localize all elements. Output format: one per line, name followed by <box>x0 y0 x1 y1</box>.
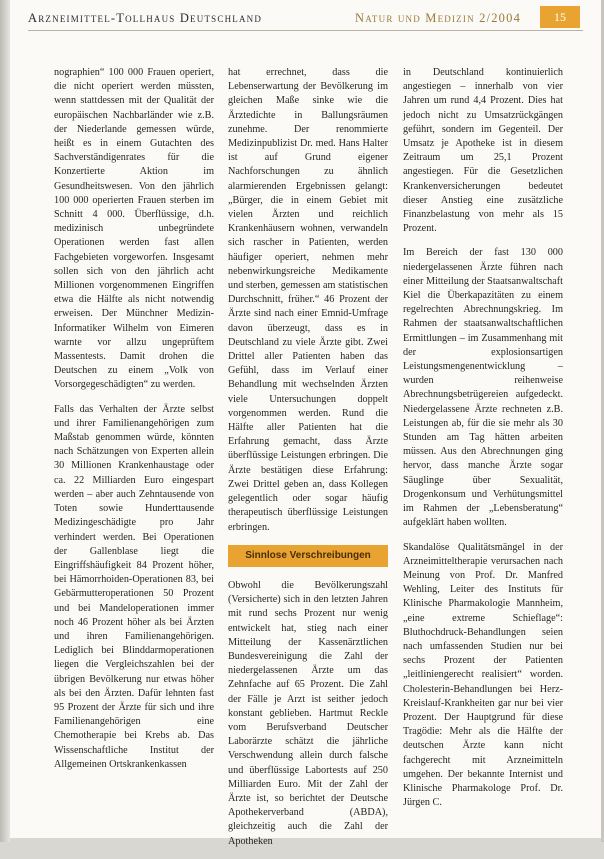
magazine-page <box>10 0 601 847</box>
running-header-title: Arzneimittel-Tollhaus Deutschland <box>28 11 263 25</box>
running-header-issue: Natur und Medizin 2/2004 <box>355 11 522 25</box>
header-divider <box>28 30 583 31</box>
paragraph: hat errechnet, dass die Lebenserwartung der Bevölkerung im gleichen Maße sinke wie die Ärztedichte in Ballungsräumen zunehme. Der renommierte Medizinpublizist Dr. med. Hans Halter ist auf Grund eigener Nachforschungen zu ähnlich alarmierenden Ergebnissen gelangt: „Bürger, die in einem Gebiet mit vielen Ärzten und reichlich Krankenhäusern wohnen, verwandeln sich rascher in Patienten, werden häufiger operiert, nehmen mehr nebenwirkungsreiche Medikamente und sterben, gemessen am statistischen Durchschnitt, früher.“ 46 Prozent der Ärzte sind nach einer Emnid-Umfrage davon überzeugt, dass es in Deutschland zu viele Ärzte gibt. Zwei Drittel aller Patienten haben das Gefühl, dass im Verlauf einer Behandlung mit wechselnden Ärzten viele Untersuchungen doppelt vorgenommen werden. Rund die Hälfte aller Patienten hat die Erfahrung gemacht, dass Ärzte überflüssige Leistungen erbringen. Die Ärzte bestätigen diese Erfahrung: Zwei Drittel geben an, dass Kollegen gelegentlich oder sogar häufig therapeutisch überflüssige Leistungen erbringen. <box>228 67 388 533</box>
paragraph: Im Bereich der fast 130 000 niedergelassenen Ärzte führen nach einer Mitteilung der Staatsanwaltschaft Kiel die Überkapazitäten zu einem regelrechten Abrechnungskrieg. Im Rahmen der staatsanwaltschaftlichen Ermittlungen – im Zusammenhang mit der explosionsartigen Leistungsmengenentwicklung – wurden reihenweise Abrechnungsbetrügereien aufgedeckt. Niedergelassene Ärzte rechneten z.B. Leistungen ab, für die sie mehr als 30 Stunden am Tag hätten arbeiten müssen. Aus den Abrechnungen ging hervor, dass manche Ärzte sogar Säuglinge über Sexualität, Drogenkonsum und Verhütungsmittel im Rahmen der „Lebensberatung“ aufgeklärt haben wollten. <box>403 247 563 529</box>
text-column-1 <box>54 66 214 782</box>
text-column-3 <box>403 66 563 820</box>
page-number-badge: 15 <box>540 6 580 28</box>
paragraph: Falls das Verhalten der Ärzte selbst und ihrer Familienangehörigen zum Maßstab genommen würde, könnten nach Schätzungen von Experten allein 30 Millionen Krankenhaustage oder ca. 22 Milliarden Euro eingespart werden – aber auch Zehntausende von Toten sowie Hunderttausende Medizingeschädigte pro Jahr verhindert werden. Bei Operationen der Gallenblase liegt die Eingriffshäufigkeit 84 Prozent höher, bei Hämorrhoiden-Operationen 83, bei Gebärmutteroperationen 50 Prozent und bei Mandeloperationen immer noch 46 Prozent höher als bei Ärzten und ihren Familienangehörigen. Lediglich bei Blinddarmoperationen liegen die Vergleichszahlen bei der übrigen Bevölkerung nur etwas höher als bei den Ärzten. Dafür lehnten fast 95 Prozent der Ärzte für sich und ihre Familienangehörigen eine Chemotherapie bei Krebs ab. Das Wissenschaftliche Institut der Allgemeinen Ortskrankenkassen <box>54 403 214 770</box>
paragraph: in Deutschland kontinuierlich angestiegen – innerhalb von vier Jahren um rund 4,4 Prozent. Dies hat jedoch nicht zu Umsatzrückgängen geführt, sondern im Gegenteil. Der Umsatz je Apotheke ist in diesem Zeitraum um 25,1 Prozent angestiegen. Für die Gesetzlichen Krankenversicherungen bedeutet dieser Anstieg eine zusätzliche Finanzbelastung von mehr als 15 Prozent. <box>403 67 563 235</box>
section-subheading: Sinnlose Verschreibungen <box>228 545 388 567</box>
paragraph: Obwohl die Bevölkerungszahl (Versicherte) sich in den letzten Jahren mit rund sechs Prozent nur wenig entwickelt hat, stieg nach einer Mitteilung der Kassenärztlichen Bundesvereinigung die Zahl der niedergelassenen Ärzte um das Zehnfache auf 65 Prozent. Die Zahl der Fälle je Arzt ist seither jedoch konstant geblieben. Hartmut Reckle vom Berufsverband Deutscher Laborärzte schätzt die jährliche Verschwendung allein durch falsche und überflüssige Labortests auf 250 Milliarden Euro. Mit der Zahl der Ärzte ist, so berichtet der Deutsche Apothekerverband (ABDA), gleichzeitig auch die Zahl der Apotheken <box>228 579 388 847</box>
paragraph: Skandalöse Qualitätsmängel in der Arzneimitteltherapie verursachen nach Meinung von Prof. Dr. Manfred Wehling, Leiter des Instituts für Klinische Pharmakologie Mannheim, „eine extreme Schieflage“: Bluthochdruck-Behandlungen seien nach umfassenden Studien nur bei sechs Prozent der Patienten „leitliniengerecht realisiert“ worden. Cholesterin-Behandlungen bei Herz-Kreislauf-Krankheiten gar nur bei vier Prozent. Der Hauptgrund für diese Tragödie: Mehr als die Hälfte der deutschen Ärzte kann nicht fachgerecht mit Arzneimitteln umgehen. Der bekannte Internist und Klinische Pharmakologe Prof. Dr. Jürgen C. <box>403 541 563 809</box>
text-column-2 <box>228 66 388 859</box>
page-fold-shadow <box>0 0 10 842</box>
paragraph: nographien“ 100 000 Frauen operiert, die nicht operiert werden müssten, wenn stattdessen mit der Qualität der europäischen Nachbarländer wie z.B. der Niederlande gemessen würde, heißt es in einem Gutachten des Sachverständigenrates für die Konzertierte Aktion im Gesundheitswesen. Von den jährlich 100 000 operierten Frauen sterben im Schnitt 4 000. Überflüssige, d.h. medizinisch unbegründete Operationen werden fast allen Fachgebieten vorgeworfen. Insgesamt sollen sich von den jährlich acht Millionen vorgenommenen Eingriffen etwa die Hälfte als nicht notwendig erweisen. Der Münchner Medizin-Informatiker Wilhelm von Eimeren warnte vor allzu ungeprüftem Massentests. Damit drohen die Deutschen zu einem „Volk von Vorsorgegeschädigten“ zu werden. <box>54 67 214 391</box>
